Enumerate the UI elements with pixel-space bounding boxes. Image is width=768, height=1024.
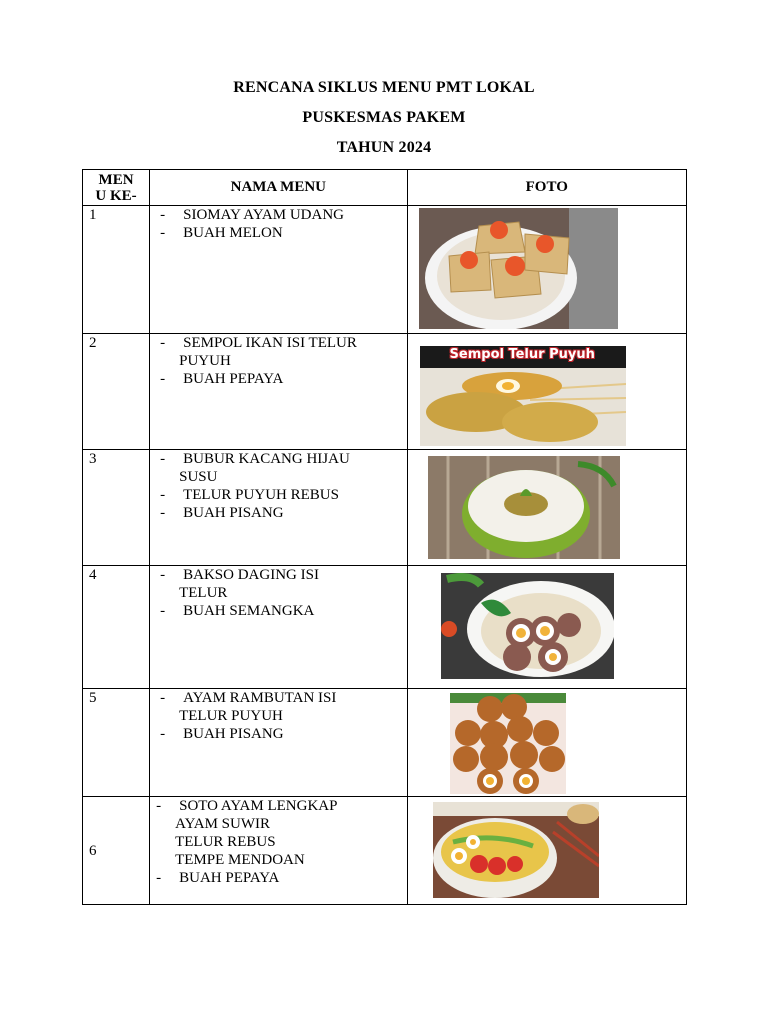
menu-items-cell (150, 334, 407, 450)
photo-cell (407, 450, 686, 566)
menu-items-cell (150, 689, 407, 797)
menu-item: - SOTO AYAM LENGKAP (156, 797, 406, 815)
menu-number: 1 (83, 206, 150, 334)
header-menu-ke-line2: U KE- (95, 187, 137, 204)
menu-item: - BUAH PISANG (160, 725, 406, 743)
menu-number: 5 (83, 689, 150, 797)
menu-item-continued: PUYUH (179, 353, 231, 369)
menu-item: - BUBUR KACANG HIJAU (160, 450, 406, 468)
menu-item-continued: TELUR (179, 585, 228, 601)
menu-item: - BUAH PISANG (160, 504, 406, 522)
siomay-photo (419, 208, 618, 329)
menu-item-continued: AYAM SUWIR (175, 816, 270, 832)
menu-item: - BUAH PEPAYA (156, 869, 406, 887)
soto-photo (433, 802, 599, 898)
table-row (83, 797, 687, 905)
header-menu-ke (83, 170, 150, 206)
menu-item: - AYAM RAMBUTAN ISI (160, 689, 406, 707)
menu-item-continued: TELUR PUYUH (179, 708, 283, 724)
menu-items-cell (150, 566, 407, 689)
menu-items-cell (150, 450, 407, 566)
menu-item: - BUAH MELON (160, 224, 406, 242)
ayam-rambutan-photo (450, 693, 566, 794)
photo-cell (407, 797, 686, 905)
header-nama-menu: NAMA MENU (150, 170, 407, 206)
table-row (83, 334, 687, 450)
menu-item-continued: SUSU (179, 469, 218, 485)
doc-title: RENCANA SIKLUS MENU PMT LOKAL (233, 79, 535, 96)
table-row (83, 689, 687, 797)
menu-number: 4 (83, 566, 150, 689)
table-row (83, 206, 687, 334)
menu-number: 3 (83, 450, 150, 566)
bakso-photo (441, 573, 614, 679)
menu-item-continued: TELUR REBUS (175, 834, 276, 850)
photo-cell (407, 566, 686, 689)
menu-item: - BUAH PEPAYA (160, 370, 406, 388)
menu-items-cell (150, 797, 407, 905)
table-row (83, 566, 687, 689)
menu-item: - BUAH SEMANGKA (160, 602, 406, 620)
table-row (83, 450, 687, 566)
menu-item: - SEMPOL IKAN ISI TELUR (160, 334, 406, 352)
menu-items-cell (150, 206, 407, 334)
menu-item: - SIOMAY AYAM UDANG (160, 206, 406, 224)
table-header-row (83, 170, 687, 206)
menu-item: - TELUR PUYUH REBUS (160, 486, 406, 504)
doc-subtitle: PUSKESMAS PAKEM (302, 109, 466, 126)
menu-table (82, 169, 687, 905)
bubur-photo (428, 456, 620, 559)
photo-cell (407, 206, 686, 334)
sempol-photo (420, 346, 626, 446)
menu-item: - BAKSO DAGING ISI (160, 566, 406, 584)
photo-caption: Sempol Telur Puyuh (449, 347, 595, 362)
menu-number: 2 (83, 334, 150, 450)
photo-cell (407, 689, 686, 797)
header-menu-ke-line1: MEN (98, 171, 134, 188)
photo-cell (407, 334, 686, 450)
menu-item-continued: TEMPE MENDOAN (175, 852, 305, 868)
header-foto: FOTO (407, 170, 686, 206)
doc-year: TAHUN 2024 (336, 139, 432, 156)
menu-number: 6 (83, 797, 150, 905)
